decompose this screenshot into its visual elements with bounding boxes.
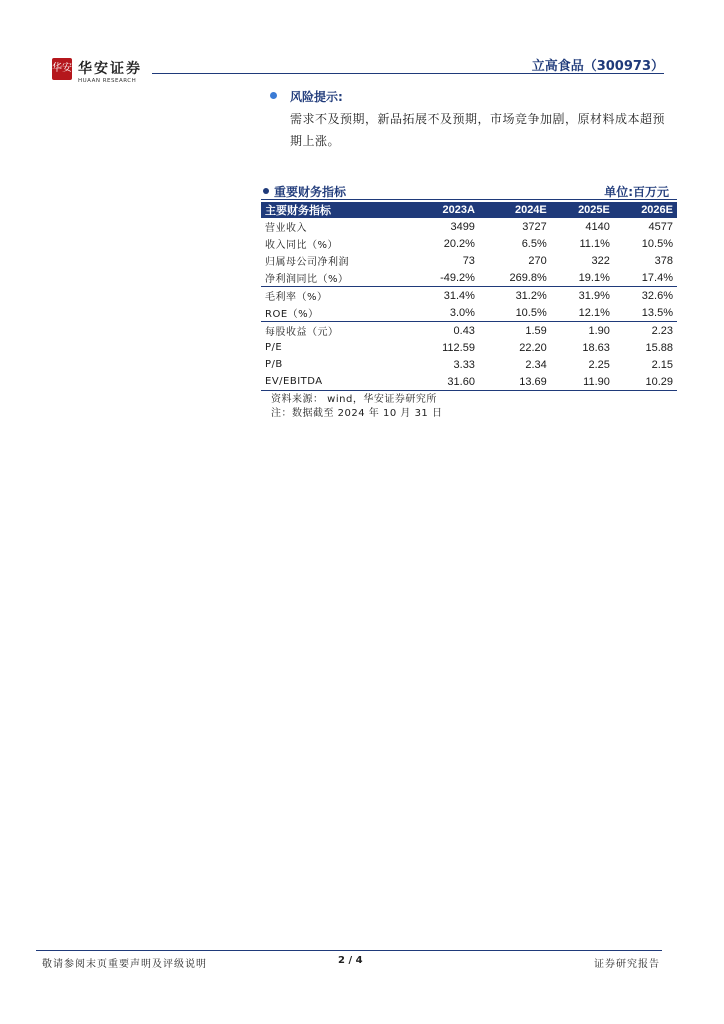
footer-disclaimer: 敬请参阅末页重要声明及评级说明 [42,959,207,970]
risk-body: 需求不及预期，新品拓展不及预期，市场竞争加剧，原材料成本超预期上涨。 [290,112,666,148]
table-cell: 3.0% [449,306,475,319]
table-cell: 18.63 [582,341,610,354]
table-cell: 1.90 [551,322,614,340]
table-cell: 11.90 [551,373,614,391]
table-cell: 1.59 [479,322,551,340]
table-cell: 31.60 [411,373,479,391]
table-row [261,287,677,305]
column-header: 2025E [551,202,614,218]
table-cell: 17.4% [641,271,673,284]
table-row [261,218,677,235]
table-row [261,339,677,356]
row-label: ROE（%） [265,309,319,320]
financials-titlebar [261,183,677,200]
row-label: P/E [265,342,283,353]
row-label: P/B [265,359,283,370]
footer-label: 证券研究报告 [594,959,660,970]
table-row [261,356,677,373]
table-cell: 31.2% [479,287,551,305]
table-row [261,373,677,391]
row-label: 收入同比（%） [265,240,339,251]
row-label: 归属母公司净利润 [265,257,349,268]
table-cell: 6.5% [521,237,547,250]
bullet-icon [263,188,269,194]
row-label: 每股收益（元） [261,322,411,340]
table-cell: -49.2% [440,271,475,284]
table-cell: 15.88 [645,341,673,354]
table-cell: 20.2% [443,237,475,250]
table-cell: 22.20 [519,341,547,354]
financials-section [261,183,677,391]
table-header-row [261,202,677,218]
column-header: 2024E [479,202,551,218]
table-cell: 322 [591,254,610,267]
table-cell: 378 [654,254,673,267]
table-cell: 31.9% [551,287,614,305]
logo-seal-icon: 华安 [52,58,72,80]
table-cell: 10.29 [614,373,677,391]
table-cell: 2.23 [614,322,677,340]
table-row [261,235,677,252]
table-cell: 11.1% [579,237,610,250]
table-cell: 13.69 [479,373,551,391]
data-source: 资料来源： wind，华安证券研究所 [271,394,437,405]
company-logo [52,56,152,90]
data-note: 注：数据截至 2024 年 10 月 31 日 [271,408,443,419]
table-cell: 3.33 [453,358,475,371]
table-cell: 13.5% [641,306,673,319]
table-cell: 270 [528,254,547,267]
column-header: 2023A [411,202,479,218]
table-notes [271,393,442,421]
footer-divider [36,950,662,951]
report-title: 立高食品（300973） [531,59,664,74]
table-cell: 3499 [450,220,475,233]
table-cell: 3727 [522,220,547,233]
column-header: 2026E [614,202,677,218]
logo-subtext: HUAAN RESEARCH [78,78,137,84]
bullet-icon [270,92,277,99]
table-cell: 31.4% [411,287,479,305]
table-cell: 2.34 [525,358,547,371]
table-cell: 32.6% [614,287,677,305]
logo-text: 华安证券 [78,61,142,77]
financials-title: 重要财务指标 [274,185,347,199]
table-cell: 19.1% [578,271,610,284]
table-row [261,269,677,287]
table-cell: 0.43 [411,322,479,340]
row-label: 营业收入 [265,223,307,234]
table-cell: 4140 [585,220,610,233]
table-cell: 112.59 [442,341,475,354]
table-row [261,304,677,322]
financials-table [261,202,677,391]
row-label: EV/EBITDA [261,373,411,391]
table-cell: 2.25 [588,358,610,371]
risk-heading: 风险提示: [290,90,343,104]
column-header: 主要财务指标 [261,202,411,218]
table-cell: 269.8% [509,271,547,284]
table-cell: 12.1% [578,306,610,319]
financials-unit: 单位:百万元 [604,185,669,199]
table-row [261,322,677,340]
page-number: 2 / 4 [338,955,363,966]
row-label: 毛利率（%） [261,287,411,305]
table-cell: 10.5% [515,306,547,319]
table-row [261,252,677,269]
row-label: 净利润同比（%） [265,274,349,285]
table-cell: 73 [462,254,475,267]
table-cell: 4577 [648,220,673,233]
table-cell: 10.5% [641,237,673,250]
table-cell: 2.15 [651,358,673,371]
